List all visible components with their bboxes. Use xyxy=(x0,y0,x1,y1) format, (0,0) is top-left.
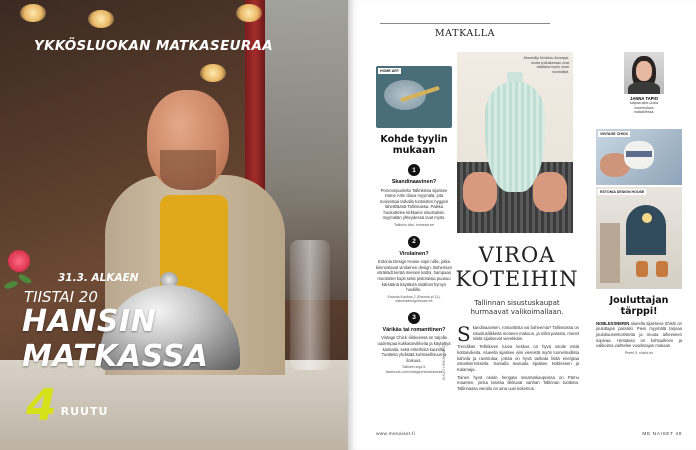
item-body: Porvoonpuolelta Tallinkissa sijaitsee Home Artin tilava myymälä, jota mainostaa tarkalla tuntoisten hyggen lähettiläänä Tallinnassa. Paikka houkuttelee kirkkaine sisustuksin myymälän yhteydessä ovat myös. xyxy=(379,187,449,221)
ad-show-title: HANSIN MATKASSA xyxy=(22,304,209,374)
drop-cap: S xyxy=(457,322,471,346)
stool xyxy=(636,261,648,277)
lamp-light xyxy=(200,64,226,82)
photo-caption: Muotoilija Kristiina Jooseppi, mutta työkaluinaan ovat villaisiksi myös omat muotoilijat. xyxy=(523,56,569,74)
article-title: VIROA KOTEIHIN xyxy=(455,243,579,291)
channel-logo xyxy=(26,380,109,431)
photo-label: VINTAGE CHICK xyxy=(600,131,629,136)
photo-credit: KUVAT HEIKKI RANTA xyxy=(442,342,446,380)
ad-date: 31.3. ALKAEN xyxy=(58,272,139,284)
photo-label: HOME ART xyxy=(380,69,400,73)
photo-label: ESTONIA DESIGN HOUSE xyxy=(600,189,645,194)
vase-photo xyxy=(457,52,573,233)
footer-url[interactable]: www.menaiset.fi xyxy=(376,432,416,437)
number-badge: 1 xyxy=(408,164,420,176)
item-question: Virolainen? xyxy=(399,250,429,257)
lamp-light xyxy=(236,4,262,22)
ad-day-time: TIISTAI 20 xyxy=(24,288,98,306)
tip-heading: Jouluttajan tärppi! xyxy=(609,294,669,317)
item-credit: Tallinkin kuja 5, facebook.com/vintagechicksestonia xyxy=(385,365,443,374)
leaf xyxy=(3,280,18,290)
item-credit: Tallinkin ääri, homeart.ee xyxy=(394,223,434,228)
editor-description: kaipaa aina uusia kokemuksia matkaillessa. xyxy=(630,101,658,115)
torso xyxy=(628,82,660,94)
item-body: Vintage Chick -liikkeessä on tarjolla uudempaa kukkatarvikkeita ja käytettyä kankaita, sekä eriterhisiä kaunilta. Tuotteita yhdistää koristeellisuus ja iloisuus. xyxy=(377,335,451,363)
body-paragraph: Toinen hyvä osoite hengata sisustuskaupoissa on Pärnu maantee, jonka lasissa liikkuvat vanhan Tallinnan tuotteita. Tallinnassa vierailu on aina uusi kokemus. xyxy=(457,374,579,392)
editor-portrait xyxy=(624,52,664,94)
tip-body xyxy=(596,321,682,349)
body-paragraph xyxy=(457,322,579,346)
body-text: kandinaavinen, romanttista vai boheemia? Tallinnassa on sisustusliikkeitä moneen makuun, ja miltä parasta, monet niistä sijaitsevat vierekkäin. xyxy=(472,325,579,342)
section-header: MATKALLA xyxy=(348,28,582,39)
tip-text: alueella sijaitseva Shishi on jouluttajan paratiisi. Pieni myymälä tarjoaa joulukuusenkoristeita ja muuta aiheeseen sopivaa. Hintataso on kohtuullinen ja valikoima vaihtelee vuodenajan mukaan. xyxy=(596,320,682,349)
channel-name: RUUTU xyxy=(60,404,109,418)
hand xyxy=(533,172,567,212)
tip-lead: NOBLESSNERIN xyxy=(596,320,630,326)
magazine-page xyxy=(348,0,696,450)
tip-credit: Peetri 5, shishi.ee xyxy=(624,350,654,355)
channel-number: 4 xyxy=(26,380,57,431)
interior-photo xyxy=(596,187,682,289)
lamp-light xyxy=(88,10,114,28)
column-heading: Kohde tyylin mukaan xyxy=(380,134,448,156)
footer-page-number: ME NAISET 49 xyxy=(642,432,682,437)
cup-band xyxy=(626,151,652,157)
article-body xyxy=(457,322,579,394)
item-credit: Estonia Kaubus 2 (Estonia pl 11), estoniadesignhouse.ee xyxy=(387,294,441,304)
number-badge: 3 xyxy=(408,312,420,324)
right-column xyxy=(596,52,682,355)
hand xyxy=(463,172,497,212)
number-badge: 2 xyxy=(408,236,420,248)
item-body: Estonia Design House sopii niille, jotka kiinnostavat virolainen design. Bohemian vöräkädt kerää miesien kattoi, hampaan muotoiset kupit sekä pistoraisia puusuu kärsäänä käyttäviä sisälivät hymyn huuliille. xyxy=(376,259,452,293)
host-beard xyxy=(160,150,216,190)
body-paragraph: Trendikäs Telliskiven luova keskus on hyvä osoite etsiä kotitarvikeita. Alueella sijaitsee viisi viereistä myös tunnelmallista kahvila ja ravintolaa, joissa on hyvä tankata lisää energiaa ostoskierroksella. Samalla seutuala sijaitsee Nobleseen ja Kalamaja. xyxy=(457,344,579,372)
shelf xyxy=(600,223,620,283)
rose-flower xyxy=(8,250,30,272)
ceramic-vase xyxy=(485,82,545,192)
stool xyxy=(656,261,668,277)
tableware-photo xyxy=(376,66,452,128)
cup-photo xyxy=(596,129,682,185)
left-column xyxy=(376,66,452,375)
pendant-lamp xyxy=(642,213,652,223)
item-question: Värikäs tai romanttinen? xyxy=(382,326,446,333)
ad-tagline: YKKÖSLUOKAN MATKASEURAA xyxy=(34,38,274,54)
face xyxy=(636,61,652,81)
lamp-light xyxy=(20,4,46,22)
editor-name: JANNA TAPIO xyxy=(630,96,658,101)
article-lede: Tallinnan sisustuskaupat hurmaavat valikoimallaan. xyxy=(470,299,564,316)
leaf xyxy=(17,273,32,285)
item-question: Skandinaavinen? xyxy=(391,179,437,185)
